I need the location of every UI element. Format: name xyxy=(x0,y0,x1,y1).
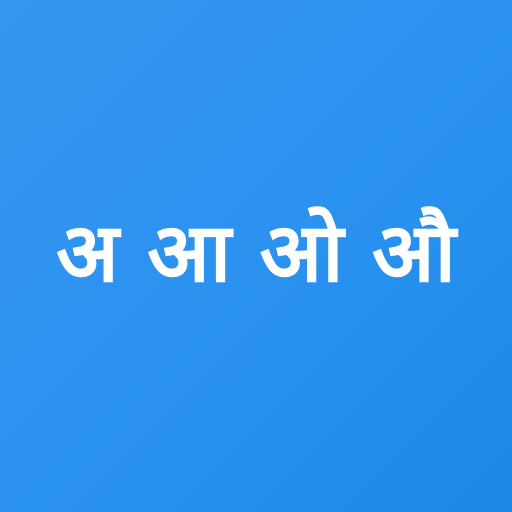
devanagari-vowels-label: अ आ ओ औ xyxy=(56,206,456,301)
